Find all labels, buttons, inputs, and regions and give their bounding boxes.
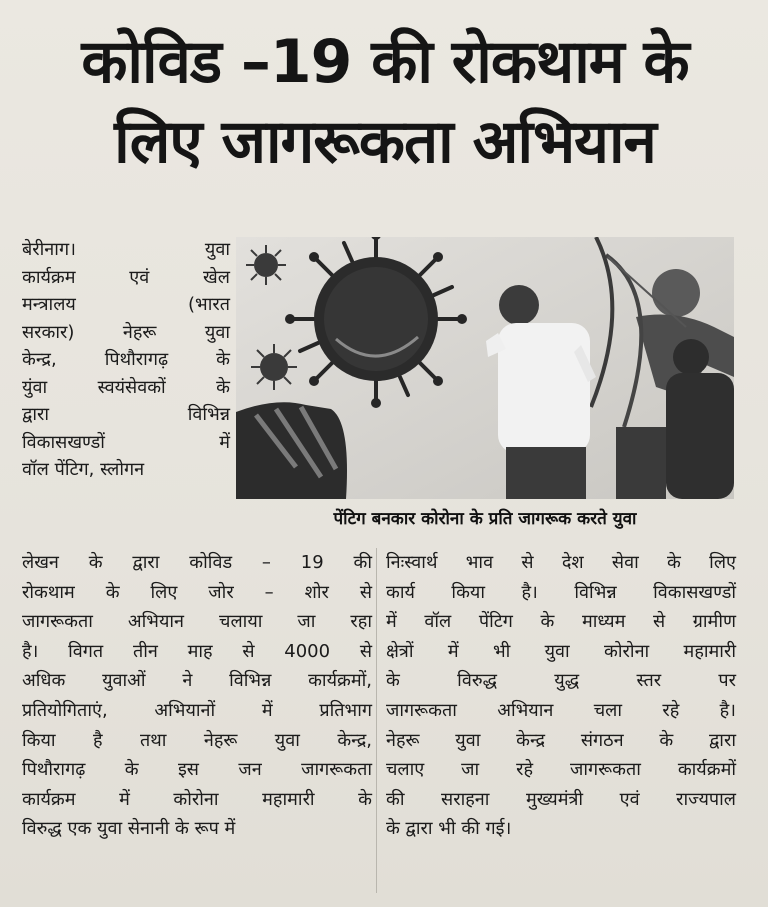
- body-line: है। विगत तीन माह से 4000 से: [22, 640, 372, 662]
- column-divider: [376, 548, 377, 893]
- photo-caption: पेंटिग बनकार कोरोना के प्रति जागरूक करते युवा: [333, 509, 637, 529]
- headline-line: लिए जागरूकता अभियान: [114, 107, 656, 177]
- body-line: कार्यक्रम एवं खेल: [22, 266, 230, 288]
- body-line: पिथौरागढ़ के इस जन जागरूकता: [22, 759, 372, 781]
- body-line: द्वारा विभिन्न: [22, 404, 230, 425]
- headline: [30, 22, 740, 182]
- body-line: सरकार) नेहरू युवा: [22, 321, 230, 343]
- body-line: विरुद्ध एक युवा सेनानी के रूप में: [22, 818, 236, 840]
- body-line: अधिक युवाओं ने विभिन्न कार्यक्रमों,: [22, 670, 372, 692]
- news-photo: [236, 237, 734, 499]
- body-line: जागरूकता अभियान चला रहे है।: [386, 699, 736, 721]
- body-line: लेखन के द्वारा कोविड – 19 की: [22, 552, 372, 573]
- left-column: [22, 548, 372, 844]
- body-line: नेहरू युवा केन्द्र संगठन के द्वारा: [386, 729, 736, 751]
- body-line: कार्यक्रम में कोरोना महामारी के: [22, 788, 372, 810]
- right-column: [386, 548, 736, 844]
- body-line: मन्त्रालय (भारत: [22, 294, 230, 315]
- body-line: बेरीनाग। युवा: [22, 239, 230, 260]
- body-line: क्षेत्रों में भी युवा कोरोना महामारी: [386, 640, 736, 662]
- headline-line: कोविड –19 की रोकथाम के: [81, 27, 689, 97]
- body-line: युंवा स्वयंसेवकों के: [22, 376, 230, 398]
- body-line: जागरूकता अभियान चलाया जा रहा: [22, 611, 372, 633]
- body-line: केन्द्र, पिथौरागढ़ के: [22, 349, 230, 370]
- body-line: के विरुद्ध युद्ध स्तर पर: [386, 670, 736, 692]
- body-line: वॉल पेंटिग, स्लोगन: [22, 459, 145, 480]
- body-line: कार्य किया है। विभिन्न विकासखण्डों: [386, 581, 736, 603]
- body-line: के द्वारा भी की गई।: [386, 818, 512, 840]
- body-line: विकासखण्डों में: [22, 431, 230, 453]
- body-line: में वॉल पेंटिग के माध्यम से ग्रामीण: [386, 611, 736, 633]
- body-line: रोकथाम के लिए जोर – शोर से: [22, 581, 372, 603]
- intro-column: [22, 236, 230, 484]
- body-line: निःस्वार्थ भाव से देश सेवा के लिए: [386, 552, 736, 573]
- small-virus-icon: [246, 245, 286, 285]
- small-virus-icon: [251, 344, 297, 390]
- wall-painting-photo: [236, 237, 734, 499]
- body-line: की सराहना मुख्यमंत्री एवं राज्यपाल: [386, 788, 736, 810]
- body-line: प्रतियोगिताएं, अभियानों में प्रतिभाग: [22, 699, 372, 721]
- body-line: चलाए जा रहे जागरूकता कार्यक्रमों: [386, 759, 736, 781]
- body-line: किया है तथा नेहरू युवा केन्द्र,: [22, 729, 372, 751]
